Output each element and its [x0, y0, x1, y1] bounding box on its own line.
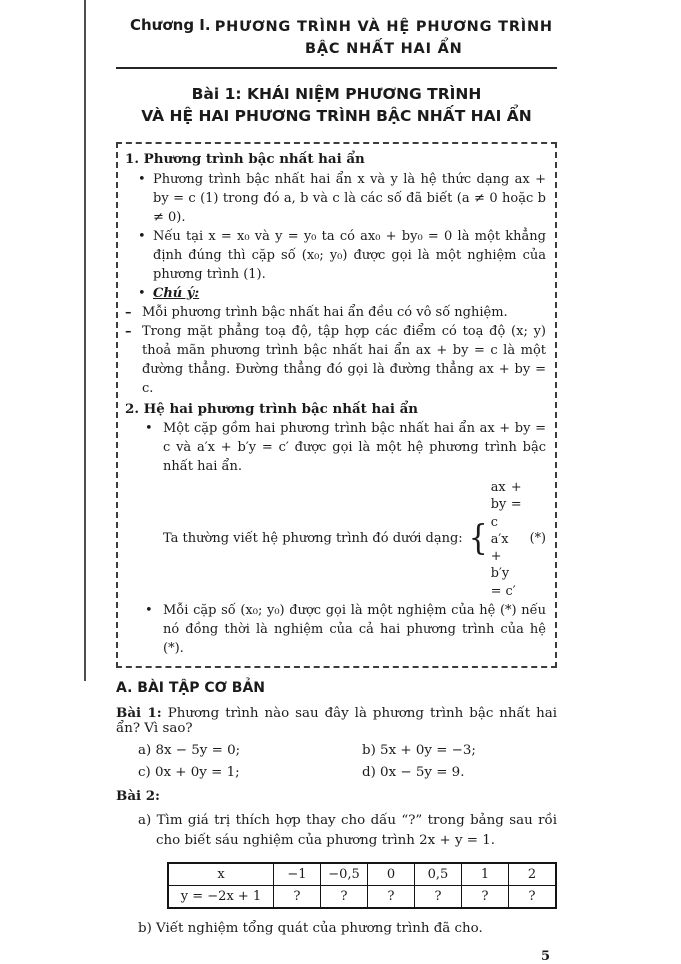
exercise-2-part-b: b) Viết nghiệm tổng quát của phương trình đã cho.: [138, 920, 483, 936]
exercise-1-items: [138, 743, 557, 780]
theory-text: Một cặp gồm hai phương trình bậc nhất hai ẩn ax + by = c và a′x + b′y = c′ được gọi là một hệ phương trình bậc nhất hai ẩn.: [163, 421, 546, 474]
chapter-header: [116, 16, 557, 61]
table-cell: ?: [509, 885, 557, 908]
table-cell: x: [168, 863, 274, 886]
brace-icon: {: [468, 518, 488, 559]
note-item: [125, 323, 546, 399]
table-cell: y = −2x + 1: [168, 885, 274, 908]
dash-icon: –: [125, 304, 132, 320]
exercise-1-item-c: c) 0x + 0y = 1;: [138, 764, 240, 780]
system-intro: Ta thường viết hệ phương trình đó dưới dạng:: [163, 530, 463, 546]
theory-bullet: [125, 171, 546, 228]
dash-icon: –: [125, 323, 132, 339]
chapter-title-line2: BẬC NHẤT HAI ẨN: [305, 41, 463, 58]
bullet-icon: •: [145, 602, 153, 618]
table-cell: ?: [321, 885, 368, 908]
theory-bullet: [125, 602, 546, 659]
system-ref: (*): [529, 531, 546, 547]
table-cell: ?: [368, 885, 415, 908]
chapter-rule: [116, 67, 557, 69]
theory-box: [116, 142, 557, 667]
chapter-title-line1: PHƯƠNG TRÌNH VÀ HỆ PHƯƠNG TRÌNH: [214, 19, 553, 35]
exercise-2-label: Bài 2:: [116, 787, 161, 804]
theory-heading-1: 1. Phương trình bậc nhất hai ẩn: [125, 151, 365, 168]
table-cell: −1: [274, 863, 321, 886]
table-cell: ?: [415, 885, 462, 908]
exercise-1-item-d: d) 0x − 5y = 9.: [362, 764, 465, 780]
note-heading-row: [125, 285, 546, 304]
bullet-icon: •: [138, 228, 146, 244]
table-cell: ?: [274, 885, 321, 908]
table-cell: −0,5: [321, 863, 368, 886]
theory-heading-2: 2. Hệ hai phương trình bậc nhất hai ẩn: [125, 400, 419, 417]
table-row: [168, 863, 556, 886]
table-cell: 0: [368, 863, 415, 886]
exercise-1-item-b: b) 5x + 0y = −3;: [362, 742, 476, 758]
table-cell: 1: [462, 863, 509, 886]
exercise-1-item-a: a) 8x − 5y = 0;: [138, 742, 241, 758]
bullet-icon: •: [145, 421, 153, 437]
exercise-1-question: Phương trình nào sau đây là phương trình bậc nhất hai ẩn? Vì sao?: [116, 705, 557, 736]
page-number: 5: [540, 948, 550, 964]
exercise-2-part-a: a) Tìm giá trị thích hợp thay cho dấu “?” trong bảng sau rồi cho biết sáu nghiệm của phương trình 2x + y = 1.: [138, 812, 557, 848]
system-eq2: a′x + b′y = c′: [490, 531, 516, 599]
table-row: [168, 885, 556, 908]
table-cell: 0,5: [415, 863, 462, 886]
note-text: Trong mặt phẳng toạ độ, tập hợp các điểm có toạ độ (x; y) thoả mãn phương trình bậc nhất hai ẩn ax + by = c là một đường thẳng. Đường thẳng đó gọi là đường thẳng ax + by = c.: [142, 323, 546, 396]
bullet-icon: •: [138, 171, 146, 187]
lesson-title-line1: Bài 1: KHÁI NIỆM PHƯƠNG TRÌNH: [191, 84, 482, 103]
page-edge-line: [84, 0, 86, 681]
book-page: [116, 16, 557, 964]
bullet-icon: •: [138, 285, 146, 301]
system-eq1: ax + by = c: [490, 479, 522, 530]
chapter-label: Chương I.: [130, 16, 211, 34]
exercise-1-label: Bài 1:: [116, 704, 162, 721]
table-cell: 2: [509, 863, 557, 886]
theory-text: Nếu tại x = x₀ và y = y₀ ta có ax₀ + by₀ = 0 là một khẳng định đúng thì cặp số (x₀; y₀) được gọi là một nghiệm của phương trình (1).: [153, 228, 546, 282]
theory-text: Phương trình bậc nhất hai ẩn x và y là hệ thức dạng ax + by = c (1) trong đó a, b và c là các số đã biết (a ≠ 0 hoặc b ≠ 0).: [153, 171, 546, 225]
values-table: [167, 862, 557, 909]
lesson-title: [116, 84, 557, 127]
table-cell: ?: [462, 885, 509, 908]
exercises-section-heading: A. BÀI TẬP CƠ BẢN: [116, 679, 265, 696]
theory-bullet: [125, 420, 546, 602]
note-text: Mỗi phương trình bậc nhất hai ẩn đều có vô số nghiệm.: [142, 304, 508, 320]
equation-system: [163, 479, 546, 600]
theory-text: Mỗi cặp số (x₀; y₀) được gọi là một nghiệm của hệ (*) nếu nó đồng thời là nghiệm của cả hai phương trình của hệ (*).: [163, 602, 546, 656]
lesson-title-line2: VÀ HỆ HAI PHƯƠNG TRÌNH BẬC NHẤT HAI ẨN: [141, 106, 532, 125]
theory-bullet: [125, 228, 546, 285]
note-label: Chú ý:: [153, 285, 200, 301]
note-item: [125, 304, 546, 323]
chapter-title: [211, 16, 557, 61]
exercise-1: [116, 705, 557, 736]
